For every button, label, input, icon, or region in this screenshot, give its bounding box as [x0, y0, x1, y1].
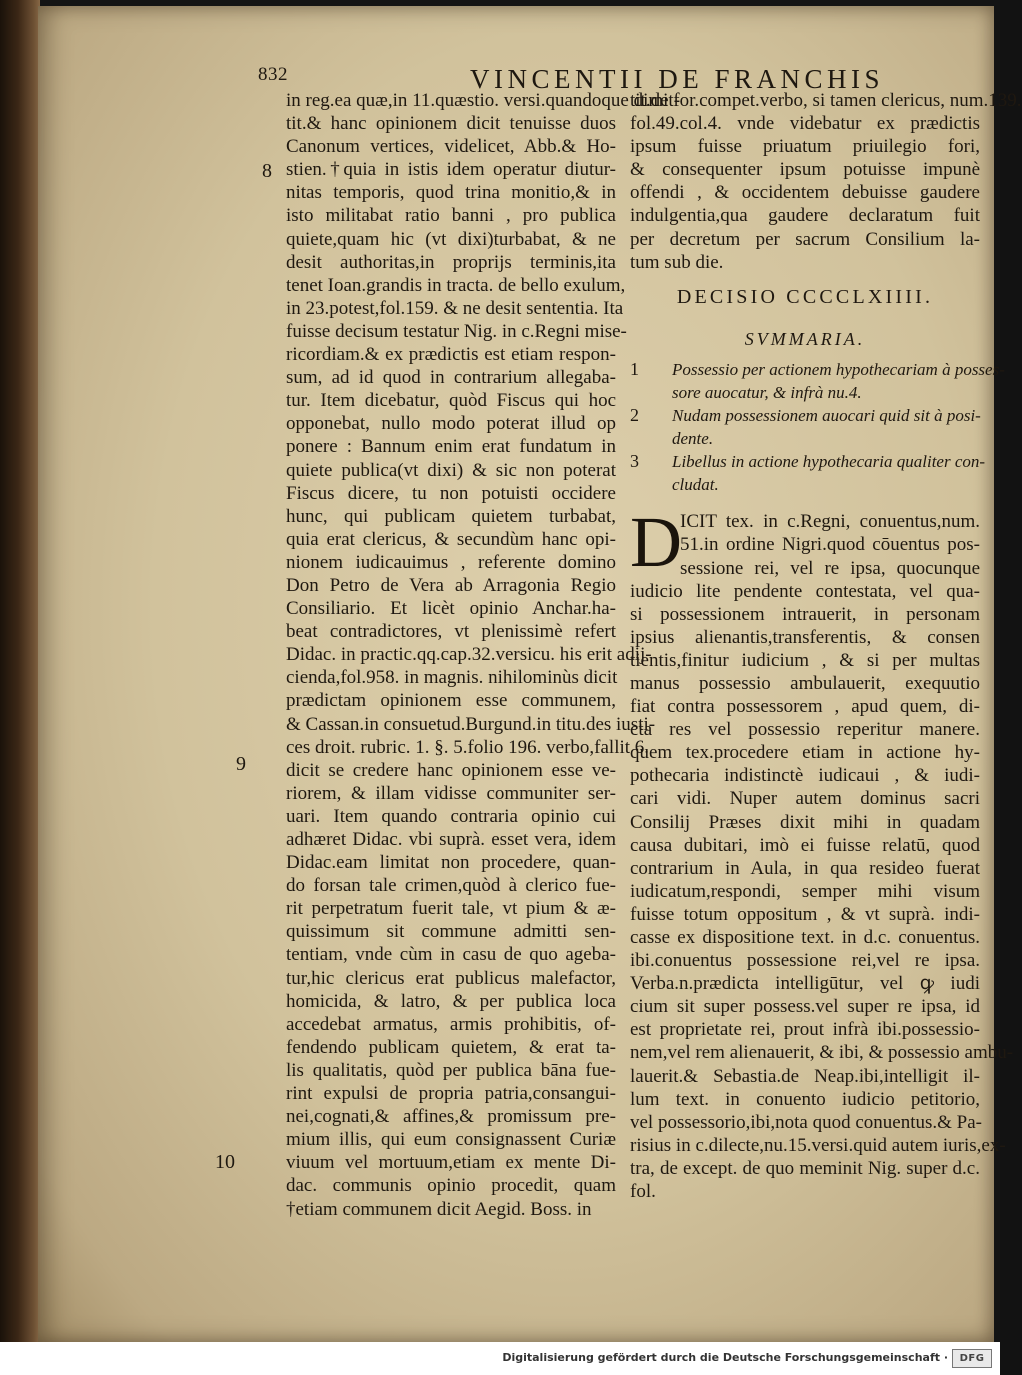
- text-line: do forsan tale crimen,quòd à clerico fue-: [286, 875, 616, 897]
- text-line: fiat contra possessorem , apud quem, di-: [630, 696, 980, 718]
- text-line: ICIT tex. in c.Regni, conuentus,num.: [680, 511, 980, 533]
- summaria-item: [630, 404, 980, 450]
- text-line: ipsius alienantis,transferentis, & consen: [630, 626, 980, 648]
- text-line: prædictam opinionem esse communem,: [286, 690, 616, 712]
- summaria-line: sore auocatur, & infrà nu.4.: [672, 382, 862, 402]
- text-line: indulgentia,qua gaudere declaratum fuit: [630, 205, 980, 227]
- text-line: cta res vel possessio reperitur manere.: [630, 719, 980, 741]
- text-line: desit authoritas,in proprijs terminis,ita: [286, 251, 616, 273]
- text-line: tur,hic clericus erat publicus malefactor,: [286, 967, 616, 989]
- text-line: & Cassan.in consuetud.Burgund.in titu.des iusti-: [286, 713, 656, 735]
- text-line: iudicatum,respondi, semper mihi visum: [630, 880, 980, 902]
- text-line: Didac. in practic.qq.cap.32.versicu. his erit adij-: [286, 644, 652, 666]
- summaria-list: [630, 358, 1005, 497]
- text-line: sessione rei, vel re ipsa, quocunque: [680, 557, 980, 579]
- text-line: uari. Item quando contraria opinio cui: [286, 805, 616, 827]
- text-line: nem,vel rem alienauerit, & ibi, & possessio ambu-: [630, 1042, 1014, 1064]
- text-line: Canonum vertices, videlicet, Abb.& Ho-: [286, 136, 616, 158]
- text-line: quem tex.procedere etiam in actione hy-: [630, 742, 980, 764]
- text-line: si possessionem intrauerit, in personam: [630, 603, 980, 625]
- text-line: tenet Ioan.grandis in tracta. de bello exulum,: [286, 274, 626, 296]
- text-line: sum, ad id quod in contrarium allegaba-: [286, 367, 616, 389]
- text-line: dicit se credere hanc opinionem esse ve-: [286, 759, 616, 781]
- page-number: 832: [258, 64, 288, 85]
- margin-number-8: 8: [262, 160, 272, 182]
- text-line: quissimum sit commune admitti sen-: [286, 921, 616, 943]
- dfg-logo: DFG: [952, 1349, 992, 1368]
- book-edge: [0, 0, 40, 1350]
- body-lines: [630, 580, 1014, 1204]
- text-line: vel possessorio,ibi,nota quod conuentus.& Pa-: [630, 1111, 982, 1133]
- text-line: fendendo publicam quietem, & erat ta-: [286, 1036, 616, 1058]
- summaria-label: SVMMARIA.: [744, 328, 866, 349]
- text-line: tur. Item dicebatur, quòd Fiscus qui hoc: [286, 390, 616, 412]
- text-line: nei,cognati,& affines,& promissum pre-: [286, 1106, 616, 1128]
- right-column: [630, 89, 1022, 1203]
- summaria-line: cludat.: [672, 475, 719, 495]
- text-line: fuisse totum oppositum , & vt suprà. indi-: [630, 903, 980, 925]
- text-line: adhæret Didac. vbi suprà. esset vera, idem: [286, 829, 616, 850]
- text-line: in 23.potest,fol.159. & ne desit sententia. Ita: [286, 297, 624, 319]
- text-line: tit.de for.compet.verbo, si tamen clericus, num.139.: [630, 90, 1022, 111]
- text-line: tra, de except. de quo meminit Nig. super d.c.: [630, 1157, 980, 1179]
- text-line: ces droit. rubric. 1. §. 5.folio 196. verbo,fallit 6.: [286, 736, 650, 758]
- text-line: dac. communis opinio procedit, quam: [286, 1175, 616, 1197]
- text-line: Don Petro de Vera ab Arragonia Regio: [286, 574, 616, 596]
- margin-number-9: 9: [236, 753, 246, 775]
- text-line: causa dubitari, imò ei fuisse relatū, quod: [630, 834, 980, 856]
- body-indented-lines: [630, 502, 980, 583]
- summaria-number: 3: [630, 451, 639, 472]
- summaria-line: dente.: [672, 429, 714, 449]
- text-line: rit perpetratum fuerit tale, vt pium & æ-: [286, 898, 616, 920]
- text-line: in reg.ea quæ,in 11.quæstio. versi.quandoque dimit-: [286, 90, 681, 111]
- text-line: viuum vel mortuum,etiam ex mente Di-: [286, 1152, 616, 1174]
- text-line: tit.& hanc opinionem dicit tenuisse duos: [286, 113, 616, 135]
- text-line: quia erat clericus, & secundùm hanc opi-: [286, 528, 616, 550]
- text-line: ricordiam.& ex prædictis est etiam respon-: [286, 344, 616, 366]
- text-line: lauerit.& Sebastia.de Neap.ibi,intelligit il-: [630, 1065, 980, 1087]
- text-line: lis qualitatis, quòd per publica bāna fue-: [286, 1059, 616, 1081]
- text-line: tentiam, vnde cùm in casu de quo agebа-: [286, 944, 616, 966]
- text-line: fol.: [630, 1181, 656, 1203]
- text-line: nitas temporis, quod trina monitio,& in: [286, 182, 616, 204]
- footer-bar: [0, 1342, 1000, 1375]
- text-line: est proprietate rei, prout infrà ibi.possessio-: [630, 1019, 980, 1041]
- right-top-block: [630, 89, 1022, 274]
- text-line: beat contradictores, vt plenissimè refert: [286, 621, 616, 643]
- text-line: nionem iudicauimus , referente domino: [286, 551, 616, 573]
- text-line: lum text. in conuento iudicio petitorio,: [630, 1088, 980, 1110]
- text-line: Verba.n.prædicta intelligūtur, vel ꝙ iudi: [630, 973, 980, 995]
- text-line: fuisse decisum testatur Nig. in c.Regni mise-: [286, 320, 627, 342]
- text-line: tientis,finitur iudicium , & si per multas: [630, 649, 980, 671]
- summaria-line: Possessio per actionem hypothecariam à posses-: [672, 359, 1005, 379]
- text-line: cienda,fol.958. in magnis. nihilominùs dicit: [286, 667, 618, 689]
- text-line: casse ex dispositione text. in d.c. conuentus.: [630, 927, 980, 948]
- text-line: ibi.conuentus possessione rei,vel re ipsa.: [630, 950, 980, 972]
- text-line: manus possessio ambulauerit, exequutio: [630, 672, 980, 694]
- decisio-heading: DECISIO CCCCLXIIII.: [676, 285, 934, 308]
- text-line: opponebat, nullo modo poterat illud op: [286, 413, 616, 435]
- text-line: †etiam communem dicit Aegid. Boss. in: [286, 1198, 592, 1220]
- text-line: riorem, & illam vidisse communiter ser-: [286, 782, 616, 804]
- text-line: Fiscus dicere, tu non potuisti occidere: [286, 482, 616, 504]
- text-line: tum sub die.: [630, 251, 724, 273]
- text-line: isto militabat ratio banni , pro publica: [286, 205, 616, 227]
- text-line: ponere : Bannum enim erat fundatum in: [286, 436, 616, 458]
- page-title: VINCENTII DE FRANCHIS: [470, 64, 884, 94]
- text-line: 51.in ordine Nigri.quod cōuentus pos-: [680, 534, 980, 556]
- margin-number-10: 10: [215, 1151, 235, 1173]
- text-line: cari vidi. Nuper autem dominus sacri: [630, 788, 980, 810]
- text-line: iudicio lite pendente contestata, vel qua-: [630, 580, 980, 602]
- text-line: Consilij Præses dixit mihi in quadam: [630, 811, 980, 833]
- text-line: offendi , & occidentem debuisse gaudere: [630, 182, 980, 204]
- text-line: per decretum per sacrum Consilium la-: [630, 228, 980, 250]
- text-line: contrarium in Aula, in qua resideo fuerat: [630, 857, 980, 879]
- text-line: cium sit super possess.vel super re ipsa, id: [630, 996, 980, 1018]
- summaria-item: [630, 450, 986, 496]
- text-line: rint expulsi de propria patria,consangui-: [286, 1083, 616, 1105]
- footer-credit: Digitalisierung gefördert durch die Deutsche Forschungsgemeinschaft ·: [502, 1351, 948, 1364]
- text-line: quiete,quam hic (vt dixi)turbabat, & ne: [286, 228, 616, 250]
- summaria-item: [630, 358, 1005, 404]
- text-line: & consequenter ipsum potuisse impunè: [630, 159, 980, 181]
- text-line: stien.†quia in istis idem operatur diutur-: [286, 159, 616, 181]
- text-line: homicida, & latro, & per publica loca: [286, 990, 616, 1012]
- text-line: accedebat armatus, armis prohibitis, of-: [286, 1013, 616, 1035]
- text-line: fol.49.col.4. vnde videbatur ex prædictis: [630, 113, 980, 135]
- text-line: pothecaria indistinctè iudicaui , & iudi-: [630, 765, 980, 787]
- summaria-number: 2: [630, 404, 639, 425]
- drop-cap: D: [630, 502, 682, 583]
- summaria-line: Libellus in actione hypothecaria qualiter con-: [672, 452, 986, 472]
- text-line: Didac.eam limitat non procedere, quan-: [286, 852, 616, 874]
- summaria-line: Nudam possessionem auocari quid sit à posi-: [672, 405, 981, 425]
- text-line: Consiliario. Et licèt opinio Anchar.ha-: [286, 598, 616, 620]
- text-line: hunc, qui publicam quietem turbabat,: [286, 505, 616, 527]
- text-line: risius in c.dilecte,nu.15.versi.quid autem iuris,ex-: [630, 1134, 1006, 1156]
- summaria-number: 1: [630, 358, 639, 379]
- text-line: ipsum fuisse priuatum priuilegio fori,: [630, 136, 980, 158]
- text-line: quiete publica(vt dixi) & sic non poterat: [286, 459, 616, 481]
- text-line: mium illis, qui eum consignassent Curiæ: [286, 1129, 616, 1151]
- decision-body: [630, 502, 1014, 1203]
